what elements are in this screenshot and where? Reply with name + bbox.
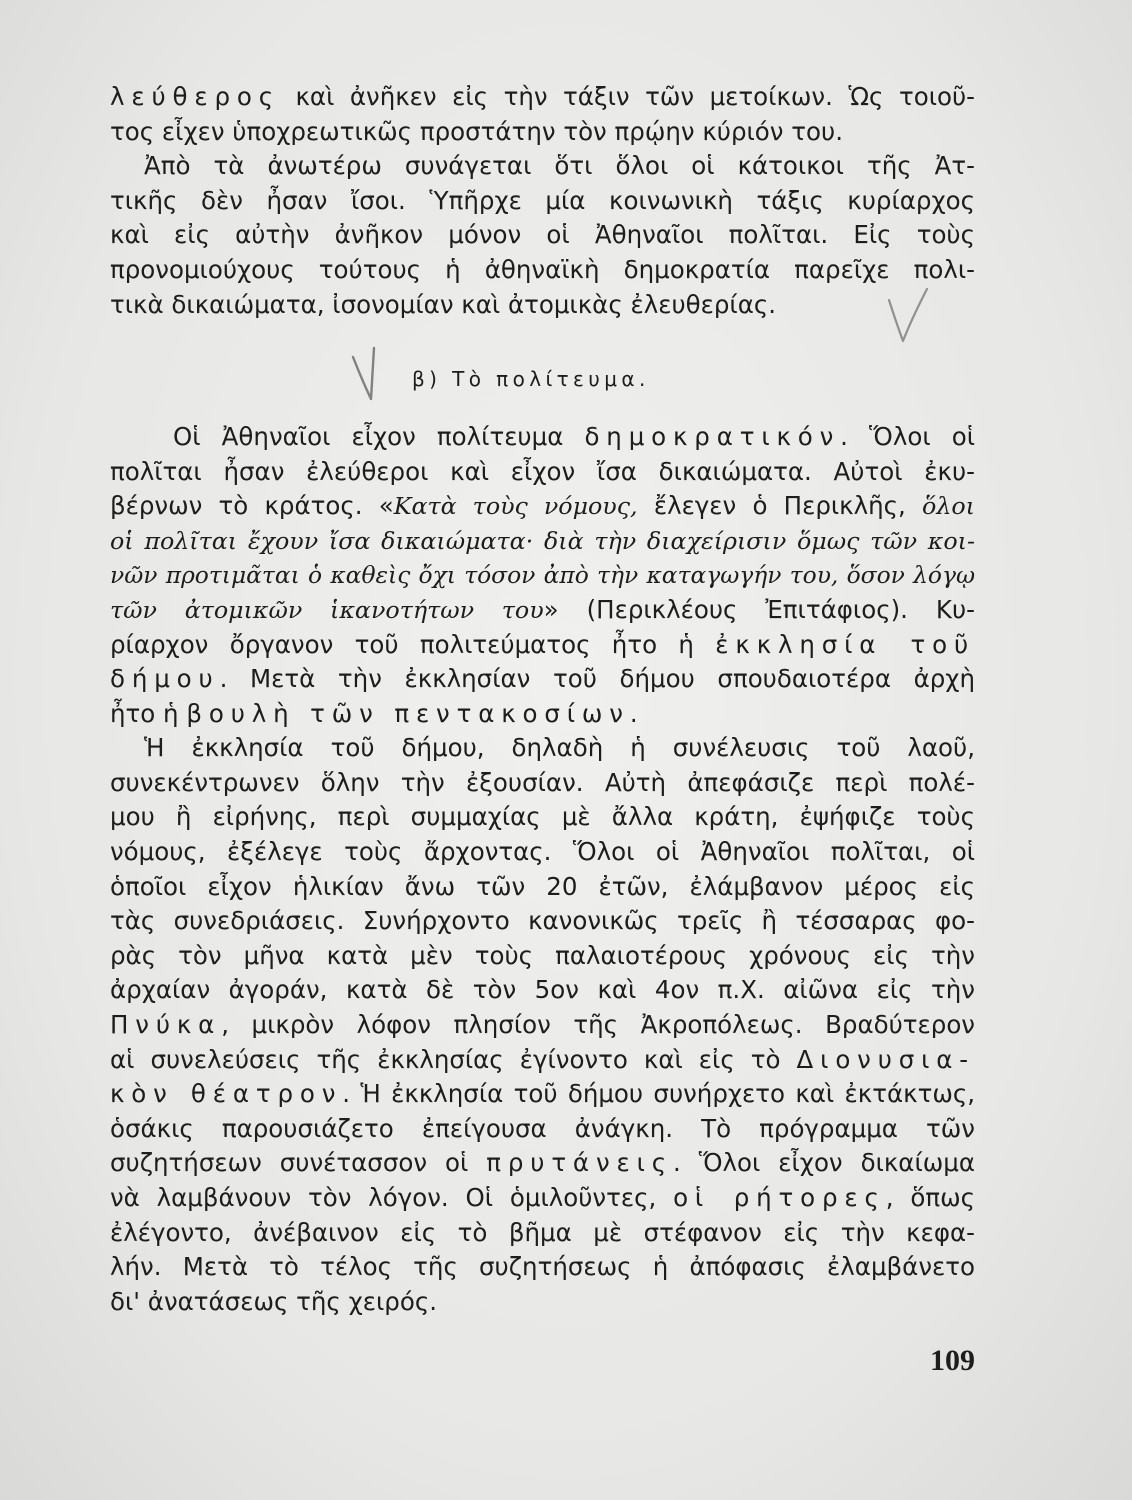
- text-line: [110, 253, 975, 288]
- text-line: [110, 1077, 975, 1112]
- text-line: [110, 288, 975, 323]
- text-run: » (Περικλέους Ἐπιτάφιος). Κυ-: [543, 594, 975, 624]
- text-run: νόμους, ἐξέλεγε τοὺς ἄρχοντας. Ὅλοι οἱ Ἀθηναῖοι πολῖται, οἱ: [110, 837, 975, 867]
- letterspaced-emphasis: δημοκρατικόν: [584, 421, 841, 451]
- paragraph: [110, 149, 975, 322]
- text-run: καὶ ἀνῆκεν εἰς τὴν τάξιν τῶν μετοίκων. Ὡς τοιοῦ-: [279, 82, 975, 111]
- text-line: [110, 184, 975, 219]
- text-run: ἔλεγεν ὁ Περικλῆς,: [637, 491, 923, 521]
- text-line: [110, 1146, 975, 1181]
- text-line: [110, 1112, 975, 1147]
- section-heading: β) Τὸ πολίτευμα.: [412, 366, 650, 391]
- text-run: τικῆς δὲν ἦσαν ἴσοι. Ὑπῆρχε μία κοινωνικὴ τάξις κυρίαρχος: [110, 185, 975, 215]
- text-run: συζητήσεων συνέτασσον οἱ: [110, 1148, 487, 1178]
- text-run: τὰς συνεδριάσεις. Συνήρχοντο κανονικῶς τρεῖς ἢ τέσσαρας φο-: [110, 906, 975, 936]
- text-run: δι' ἀνατάσεως τῆς χειρός.: [110, 1286, 437, 1316]
- text-line: [110, 662, 975, 697]
- text-run: ρίαρχον ὄργανον τοῦ πολιτεύματος ἦτο ἡ: [110, 629, 716, 659]
- text-line: [110, 1216, 975, 1251]
- text-run: ἀρχαίαν ἀγοράν, κατὰ δὲ τὸν 5ον καὶ 4ον π.Χ. αἰῶνα εἰς τὴν: [110, 975, 975, 1005]
- text-line: [110, 939, 975, 974]
- text-run: συνεκέντρωνεν ὅλην τὴν ἐξουσίαν. Αὐτὴ ἀπεφάσιζε περὶ πολέ-: [110, 767, 975, 797]
- text-run: βέρνων τὸ κράτος. «: [110, 491, 394, 521]
- text-line: [110, 1008, 975, 1043]
- text-line: [110, 731, 975, 766]
- text-run: νὰ λαμβάνουν τὸν λόγον. Οἱ ὁμιλοῦντες,: [110, 1183, 674, 1213]
- text-line: [110, 489, 975, 524]
- italic-quotation: Κατὰ τοὺς νόμους,: [393, 492, 638, 521]
- page-number: 109: [930, 1344, 975, 1377]
- letterspaced-emphasis: δήμου: [110, 664, 220, 694]
- text-run: καὶ εἰς αὐτὴν ἀνῆκον μόνον οἱ Ἀθηναῖοι πολῖται. Εἰς τοὺς: [110, 220, 975, 250]
- text-run: Ἀπὸ τὰ ἀνωτέρω συνάγεται ὅτι ὅλοι οἱ κάτοικοι τῆς Ἀτ-: [144, 151, 975, 181]
- letterspaced-emphasis: βουλὴ τῶν πεντακοσίων: [186, 698, 630, 728]
- text-line: [110, 1181, 975, 1216]
- text-run: Ἡ ἐκκλησία τοῦ δήμου, δηλαδὴ ἡ συνέλευσις τοῦ λαοῦ,: [144, 733, 975, 763]
- text-run: , μικρὸν λόφον πλησίον τῆς Ἀκροπόλεως. Βραδύτερον: [221, 1010, 975, 1040]
- letterspaced-emphasis: πρυτάνεις: [486, 1148, 673, 1178]
- text-run: . Ὅλοι εἶχον δικαίωμα: [672, 1148, 975, 1178]
- italic-quotation: νῶν προτιμᾶται ὁ καθεὶς ὄχι τόσον ἀπὸ τὴν καταγωγήν του, ὅσον λόγῳ: [110, 561, 975, 590]
- italic-quotation: ὅλοι: [922, 492, 975, 521]
- text-line: [110, 973, 975, 1008]
- text-run: τικὰ δικαιώματα, ἰσονομίαν καὶ ἀτομικὰς ἐλευθερίας.: [110, 289, 777, 319]
- text-run: . Ὅλοι οἱ: [840, 421, 975, 451]
- text-line: [110, 218, 975, 253]
- paragraph: [110, 420, 975, 731]
- text-line: [110, 80, 975, 115]
- page-text-body: [110, 80, 975, 1319]
- text-run: , ὅπως: [885, 1183, 975, 1213]
- text-run: λήν. Μετὰ τὸ τέλος τῆς συζητήσεως ἡ ἀπόφασις ἐλαμβάνετο: [110, 1252, 975, 1282]
- paragraph: [110, 731, 975, 1319]
- letterspaced-emphasis: ἐκκλησία τοῦ: [715, 629, 975, 659]
- text-run: ὁποῖοι εἶχον ἡλικίαν ἄνω τῶν 20 ἐτῶν, ἐλάμβανον μέρος εἰς: [110, 871, 975, 901]
- text-line: [110, 800, 975, 835]
- text-line: [110, 870, 975, 905]
- letterspaced-emphasis: λεύθερος: [110, 82, 280, 111]
- paragraph: [110, 80, 975, 149]
- text-run: ἦτο ἡ: [110, 698, 187, 728]
- text-line: [110, 904, 975, 939]
- text-run: μου ἢ εἰρήνης, περὶ συμμαχίας μὲ ἄλλα κράτη, ἐψήφιζε τοὺς: [110, 802, 975, 832]
- text-run: πολῖται ἦσαν ἐλεύθεροι καὶ εἶχον ἴσα δικαιώματα. Αὐτοὶ ἐκυ-: [110, 456, 975, 486]
- text-run: Οἱ Ἀθηναῖοι εἶχον πολίτευμα: [173, 421, 585, 451]
- text-line: [110, 115, 975, 150]
- text-line: [110, 420, 975, 455]
- text-run: .: [629, 698, 638, 728]
- text-line: [110, 1285, 975, 1320]
- text-line: [110, 593, 975, 628]
- text-line: [110, 1043, 975, 1078]
- text-run: . Μετὰ τὴν ἐκκλησίαν τοῦ δήμου σπουδαιοτέρα ἀρχὴ: [219, 664, 975, 694]
- text-line: [110, 628, 975, 663]
- text-line: [110, 455, 975, 490]
- italic-quotation: οἱ πολῖται ἔχουν ἴσα δικαιώματα· διὰ τὴν διαχείρισιν ὅμως τῶν κοι-: [110, 526, 975, 555]
- text-line: [110, 1250, 975, 1285]
- letterspaced-emphasis: Πνύκα: [110, 1010, 222, 1040]
- text-run: αἱ συνελεύσεις τῆς ἐκκλησίας ἐγίνοντο καὶ εἰς τὸ: [110, 1044, 797, 1074]
- text-line: [110, 149, 975, 184]
- text-run: ὁσάκις παρουσιάζετο ἐπείγουσα ἀνάγκη. Τὸ πρόγραμμα τῶν: [110, 1113, 975, 1143]
- text-run: ἐλέγοντο, ἀνέβαινον εἰς τὸ βῆμα μὲ στέφανον εἰς τὴν κεφα-: [110, 1217, 975, 1247]
- text-run: ρὰς τὸν μῆνα κατὰ μὲν τοὺς παλαιοτέρους χρόνους εἰς τὴν: [110, 940, 975, 970]
- text-line: [110, 524, 975, 559]
- text-run: προνομιούχους τούτους ἡ ἀθηναϊκὴ δημοκρατία παρεῖχε πολι-: [110, 254, 975, 284]
- letterspaced-emphasis: κὸν θέατρον: [110, 1079, 343, 1109]
- text-line: [110, 558, 975, 593]
- letterspaced-emphasis: οἱ ρήτορες: [673, 1183, 886, 1213]
- text-line: [110, 697, 975, 732]
- italic-quotation: τῶν ἀτομικῶν ἱκανοτήτων του: [110, 595, 544, 624]
- text-line: [110, 766, 975, 801]
- text-run: . Ἡ ἐκκλησία τοῦ δήμου συνήρχετο καὶ ἐκτάκτως,: [342, 1079, 975, 1109]
- text-line: [110, 835, 975, 870]
- text-run: τος εἶχεν ὑποχρεωτικῶς προστάτην τὸν πρῴην κύριόν του.: [110, 116, 843, 146]
- letterspaced-emphasis: Διονυσια-: [796, 1044, 975, 1074]
